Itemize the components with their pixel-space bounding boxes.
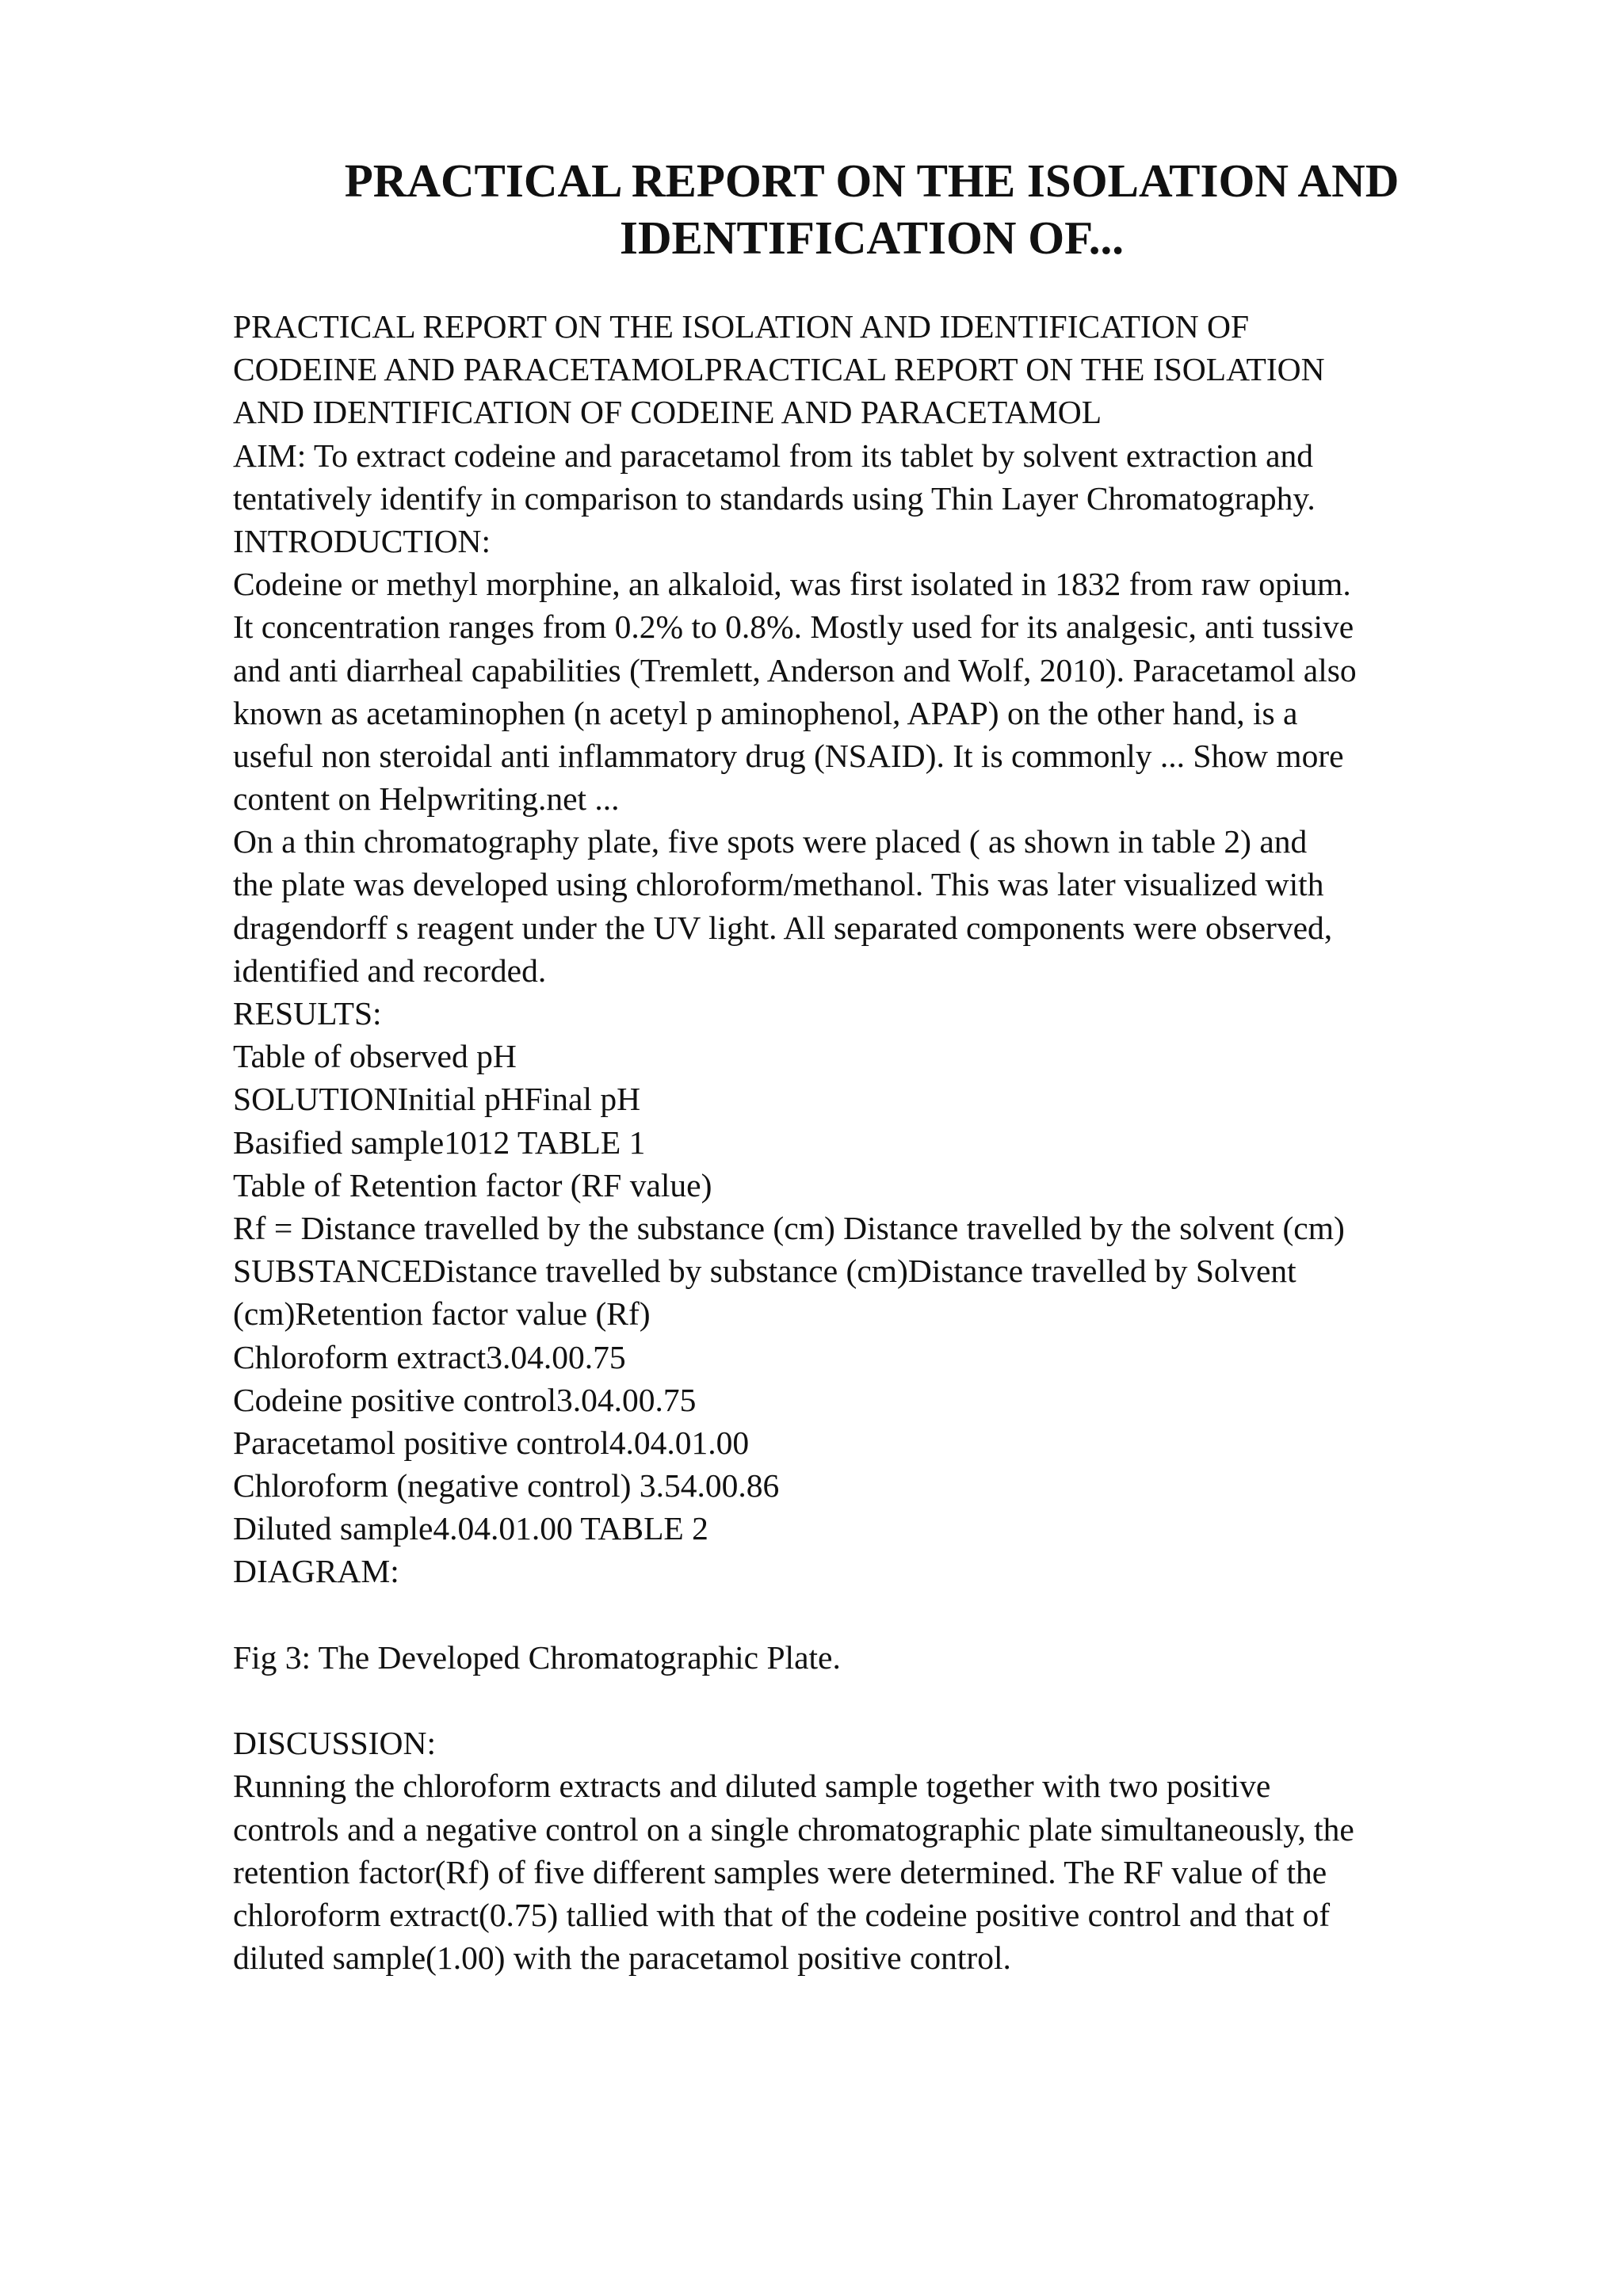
body-line: tentatively identify in comparison to standards using Thin Layer Chromatography. (233, 479, 1316, 517)
body-line: and anti diarrheal capabilities (Tremlett, Anderson and Wolf, 2010). Paracetamol also (233, 651, 1357, 688)
body-line: CODEINE AND PARACETAMOLPRACTICAL REPORT ON THE ISOLATION (233, 351, 1325, 388)
blank-line (233, 1593, 1533, 1636)
body-line: Codeine positive control3.04.00.75 (233, 1381, 697, 1418)
body-line: controls and a negative control on a single chromatographic plate simultaneously, the (233, 1810, 1354, 1848)
body-line: (cm)Retention factor value (Rf) (233, 1295, 651, 1333)
body-line: PRACTICAL REPORT ON THE ISOLATION AND IDENTIFICATION OF (233, 308, 1250, 345)
body-line: SOLUTIONInitial pHFinal pH (233, 1081, 641, 1118)
document-title (238, 152, 1506, 266)
body-line: Chloroform extract3.04.00.75 (233, 1338, 626, 1375)
blank-line (233, 1679, 1533, 1722)
body-line: content on Helpwriting.net ... (233, 780, 620, 818)
body-line: It concentration ranges from 0.2% to 0.8%. Mostly used for its analgesic, anti tussive (233, 608, 1354, 646)
body-line: useful non steroidal anti inflammatory drug (NSAID). It is commonly ... Show more (233, 737, 1344, 774)
body-line: the plate was developed using chloroform/methanol. This was later visualized with (233, 866, 1324, 903)
body-line: On a thin chromatography plate, five spots were placed ( as shown in table 2) and (233, 823, 1308, 860)
body-line: AND IDENTIFICATION OF CODEINE AND PARACETAMOL (233, 394, 1102, 431)
body-line: RESULTS: (233, 995, 382, 1032)
body-line: Basified sample1012 TABLE 1 (233, 1123, 646, 1161)
body-line: Diluted sample4.04.01.00 TABLE 2 (233, 1510, 708, 1547)
body-line: Running the chloroform extracts and diluted sample together with two positive (233, 1768, 1271, 1805)
title-line-1: PRACTICAL REPORT ON THE ISOLATION AND (344, 154, 1400, 207)
body-line: Codeine or methyl morphine, an alkaloid, was first isolated in 1832 from raw opium. (233, 566, 1351, 603)
body-line: Table of observed pH (233, 1038, 517, 1075)
body-line: retention factor(Rf) of five different samples were determined. The RF value of the (233, 1853, 1327, 1890)
body-line: Table of Retention factor (RF value) (233, 1166, 712, 1203)
body-line: DIAGRAM: (233, 1553, 399, 1590)
body-line: Rf = Distance travelled by the substance (cm) Distance travelled by the solvent (cm) (233, 1209, 1345, 1246)
body-line: identified and recorded. (233, 952, 547, 989)
document-body (233, 305, 1533, 1979)
body-line: known as acetaminophen (n acetyl p aminophenol, APAP) on the other hand, is a (233, 694, 1298, 731)
body-line: DISCUSSION: (233, 1725, 436, 1762)
body-line: diluted sample(1.00) with the paracetamol positive control. (233, 1939, 1011, 1977)
body-line: Paracetamol positive control4.04.01.00 (233, 1424, 750, 1461)
body-line: chloroform extract(0.75) tallied with that of the codeine positive control and that of (233, 1896, 1331, 1933)
body-line: Fig 3: The Developed Chromatographic Plate. (233, 1638, 841, 1676)
body-line: AIM: To extract codeine and paracetamol from its tablet by solvent extraction and (233, 437, 1314, 474)
title-line-2: IDENTIFICATION OF... (619, 212, 1124, 264)
body-line: dragendorff s reagent under the UV light. All separated components were observed, (233, 909, 1333, 946)
body-line: Chloroform (negative control) 3.54.00.86 (233, 1467, 780, 1505)
body-line: SUBSTANCEDistance travelled by substance (cm)Distance travelled by Solvent (233, 1253, 1296, 1290)
body-line: INTRODUCTION: (233, 522, 491, 559)
